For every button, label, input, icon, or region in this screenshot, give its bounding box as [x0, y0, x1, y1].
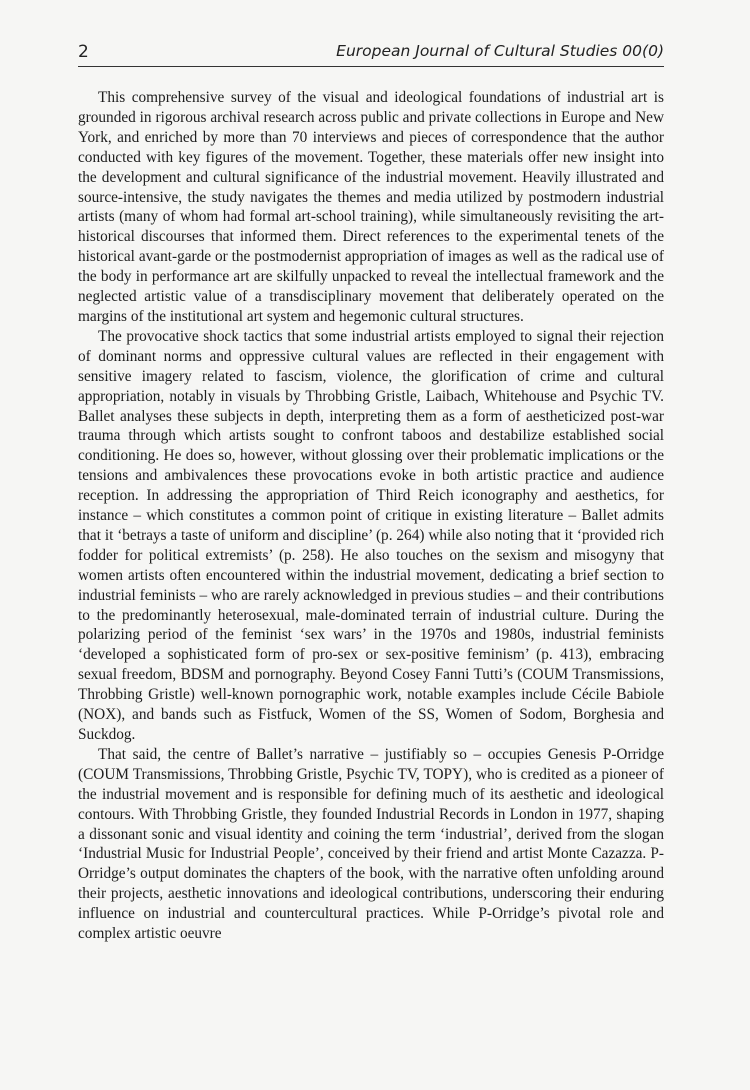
paragraph: That said, the centre of Ballet’s narrative – justifiably so – occupies Genesis P-Orridge (COUM Transmissions, Throbbing Gristle, Psychic TV, TOPY), who is credited as a pioneer of the industrial movement and is responsible for defining much of its aesthetic and ideological contours. With Throbbing Gristle, they founded Industrial Records in London in 1977, shaping a dissonant sonic and visual identity and coining the term ‘industrial’, derived from the slogan ‘Industrial Music for Industrial People’, conceived by their friend and artist Monte Cazazza. P-Orridge’s output dominates the chapters of the book, with the narrative often unfolding around their projects, aesthetic innovations and ideological contributions, underscoring their enduring influence on industrial and countercultural practices. While P-Orridge’s pivotal role and complex artistic oeuvre: [78, 745, 664, 943]
journal-title: European Journal of Cultural Studies 00(0): [336, 42, 664, 60]
running-header: [78, 40, 664, 67]
article-body: [78, 88, 664, 944]
page-number: 2: [78, 42, 89, 62]
paragraph: The provocative shock tactics that some industrial artists employed to signal their rejection of dominant norms and oppressive cultural values are reflected in their engagement with sensitive imagery related to fascism, violence, the glorification of crime and cultural appropriation, notably in visuals by Throbbing Gristle, Laibach, Whitehouse and Psychic TV. Ballet analyses these subjects in depth, interpreting them as a form of aestheticized post-war trauma through which artists sought to confront taboos and destabilize established social conditioning. He does so, however, without glossing over their problematic implications or the tensions and ambivalences these provocations evoke in both artistic practice and audience reception. In addressing the appropriation of Third Reich iconography and aesthetics, for instance – which constitutes a common point of critique in existing literature – Ballet admits that it ‘betrays a taste of uniform and discipline’ (p. 264) while also noting that it ‘provided rich fodder for political extremists’ (p. 258). He also touches on the sexism and misogyny that women artists often encountered within the industrial movement, dedicating a brief section to industrial feminists – who are rarely acknowledged in previous studies – and their contributions to the predominantly heterosexual, male-dominated terrain of industrial culture. During the polarizing period of the feminist ‘sex wars’ in the 1970s and 1980s, industrial feminists ‘developed a sophisticated form of pro-sex or sex-positive feminism’ (p. 413), embracing sexual freedom, BDSM and pornography. Beyond Cosey Fanni Tutti’s (COUM Transmissions, Throbbing Gristle) well-known pornographic work, notable examples include Cécile Babiole (NOX), and bands such as Fistfuck, Women of the SS, Women of Sodom, Borghesia and Suckdog.: [78, 327, 664, 743]
paragraph: This comprehensive survey of the visual and ideological foundations of industrial art is grounded in rigorous archival research across public and private collections in Europe and New York, and enriched by more than 70 interviews and pieces of correspondence that the author conducted with key figures of the movement. Together, these materials offer new insight into the development and cultural significance of the industrial movement. Heavily illustrated and source-intensive, the study navigates the themes and media utilized by postmodern industrial artists (many of whom had formal art-school training), while simultaneously revisiting the art-historical discourses that informed them. Direct references to the experimental tenets of the historical avant-garde or the postmodernist appropriation of images as well as the radical use of the body in performance art are skilfully unpacked to reveal the intellectual framework and the neglected artistic value of a transdisciplinary movement that deliberately operated on the margins of the institutional art system and hegemonic cultural structures.: [78, 89, 664, 325]
